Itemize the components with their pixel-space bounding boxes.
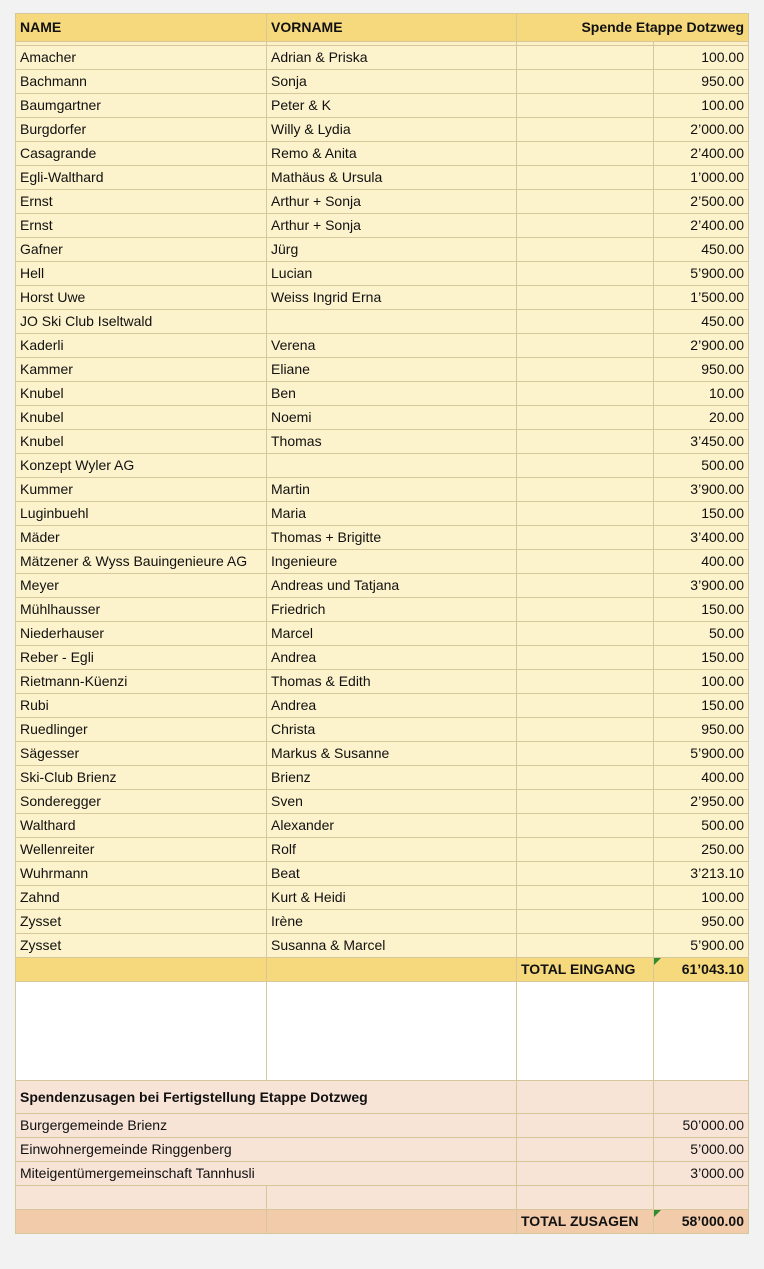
- empty-cell[interactable]: [517, 502, 654, 526]
- donation-amount-cell[interactable]: 2’000.00: [654, 118, 749, 142]
- donor-vorname-cell[interactable]: Andrea: [267, 646, 517, 670]
- donor-name-cell[interactable]: Horst Uwe: [16, 286, 267, 310]
- empty-cell[interactable]: [654, 1186, 749, 1210]
- donor-name-cell[interactable]: Zahnd: [16, 886, 267, 910]
- donor-name-cell[interactable]: Ernst: [16, 190, 267, 214]
- donor-name-cell[interactable]: Ruedlinger: [16, 718, 267, 742]
- empty-cell[interactable]: [517, 46, 654, 70]
- empty-cell[interactable]: [517, 214, 654, 238]
- donation-amount-cell[interactable]: 2’900.00: [654, 334, 749, 358]
- empty-cell[interactable]: [517, 910, 654, 934]
- header-name[interactable]: NAME: [16, 14, 267, 42]
- donor-vorname-cell[interactable]: Arthur + Sonja: [267, 190, 517, 214]
- donation-row: [16, 238, 749, 262]
- donation-row: [16, 886, 749, 910]
- pledges-title-row: [16, 1081, 749, 1114]
- donor-name-cell[interactable]: Niederhauser: [16, 622, 267, 646]
- pledge-row: [16, 1114, 749, 1138]
- pledges-title[interactable]: Spendenzusagen bei Fertigstellung Etappe Dotzweg: [16, 1081, 517, 1114]
- donor-vorname-cell[interactable]: Rolf: [267, 838, 517, 862]
- empty-cell[interactable]: [517, 574, 654, 598]
- header-spende[interactable]: Spende Etappe Dotzweg: [517, 14, 749, 42]
- donor-vorname-cell[interactable]: Martin: [267, 478, 517, 502]
- donation-row: [16, 454, 749, 478]
- blank-row: [16, 982, 749, 1081]
- empty-cell[interactable]: [517, 430, 654, 454]
- donation-amount-cell[interactable]: 3’400.00: [654, 526, 749, 550]
- donor-name-cell[interactable]: Knubel: [16, 430, 267, 454]
- donor-vorname-cell[interactable]: Alexander: [267, 814, 517, 838]
- donor-vorname-cell[interactable]: Irène: [267, 910, 517, 934]
- header-vorname[interactable]: VORNAME: [267, 14, 517, 42]
- donor-vorname-cell[interactable]: Willy & Lydia: [267, 118, 517, 142]
- donor-vorname-cell[interactable]: Peter & K: [267, 94, 517, 118]
- donor-name-cell[interactable]: Ski-Club Brienz: [16, 766, 267, 790]
- donor-vorname-cell[interactable]: Marcel: [267, 622, 517, 646]
- donation-amount-cell[interactable]: 20.00: [654, 406, 749, 430]
- empty-cell[interactable]: [517, 1186, 654, 1210]
- pledge-amount-cell[interactable]: 5’000.00: [654, 1138, 749, 1162]
- empty-cell[interactable]: [517, 118, 654, 142]
- donation-amount-cell[interactable]: 100.00: [654, 886, 749, 910]
- donation-row: [16, 550, 749, 574]
- total-eingang-row: [16, 958, 749, 982]
- empty-cell[interactable]: [517, 862, 654, 886]
- donor-vorname-cell[interactable]: Sven: [267, 790, 517, 814]
- pledge-empty-row: [16, 1186, 749, 1210]
- donor-name-cell[interactable]: Meyer: [16, 574, 267, 598]
- comment-marker-icon: [654, 958, 661, 965]
- donor-name-cell[interactable]: Wuhrmann: [16, 862, 267, 886]
- donor-name-cell[interactable]: Kummer: [16, 478, 267, 502]
- empty-cell[interactable]: [517, 334, 654, 358]
- donor-vorname-cell[interactable]: Susanna & Marcel: [267, 934, 517, 958]
- donation-amount-cell[interactable]: 150.00: [654, 598, 749, 622]
- donation-amount-cell[interactable]: 100.00: [654, 670, 749, 694]
- donation-amount-cell[interactable]: 5’900.00: [654, 742, 749, 766]
- donation-row: [16, 742, 749, 766]
- donor-name-cell[interactable]: Knubel: [16, 382, 267, 406]
- empty-cell[interactable]: [517, 190, 654, 214]
- empty-cell[interactable]: [517, 526, 654, 550]
- donation-row: [16, 286, 749, 310]
- donation-row: [16, 334, 749, 358]
- donor-vorname-cell[interactable]: Friedrich: [267, 598, 517, 622]
- donation-row: [16, 718, 749, 742]
- pledge-amount-cell[interactable]: 50’000.00: [654, 1114, 749, 1138]
- donation-amount-cell[interactable]: 400.00: [654, 766, 749, 790]
- donation-amount-cell[interactable]: 3’900.00: [654, 574, 749, 598]
- donor-vorname-cell[interactable]: Ben: [267, 382, 517, 406]
- donation-amount-cell[interactable]: 1’000.00: [654, 166, 749, 190]
- donation-amount-cell[interactable]: 2’950.00: [654, 790, 749, 814]
- donor-name-cell[interactable]: Walthard: [16, 814, 267, 838]
- empty-cell[interactable]: [517, 814, 654, 838]
- empty-cell[interactable]: [517, 406, 654, 430]
- donor-name-cell[interactable]: Gafner: [16, 238, 267, 262]
- donor-vorname-cell[interactable]: Ingenieure: [267, 550, 517, 574]
- empty-cell[interactable]: [517, 982, 654, 1081]
- donor-name-cell[interactable]: Mühlhausser: [16, 598, 267, 622]
- donation-row: [16, 142, 749, 166]
- empty-cell[interactable]: [517, 478, 654, 502]
- donation-row: [16, 766, 749, 790]
- donation-row: [16, 646, 749, 670]
- donor-name-cell[interactable]: Hell: [16, 262, 267, 286]
- donor-vorname-cell[interactable]: Christa: [267, 718, 517, 742]
- empty-cell[interactable]: [517, 886, 654, 910]
- donor-name-cell[interactable]: Zysset: [16, 934, 267, 958]
- donation-row: [16, 430, 749, 454]
- pledge-amount-cell[interactable]: 3’000.00: [654, 1162, 749, 1186]
- donor-vorname-cell[interactable]: Lucian: [267, 262, 517, 286]
- donor-name-cell[interactable]: Mätzener & Wyss Bauingenieure AG: [16, 550, 267, 574]
- comment-marker-icon: [654, 1210, 661, 1217]
- donation-row: [16, 934, 749, 958]
- pledge-row: [16, 1162, 749, 1186]
- donation-row: [16, 790, 749, 814]
- empty-cell[interactable]: [517, 286, 654, 310]
- donor-name-cell[interactable]: Casagrande: [16, 142, 267, 166]
- empty-cell[interactable]: [517, 790, 654, 814]
- donor-vorname-cell[interactable]: Andrea: [267, 694, 517, 718]
- empty-cell[interactable]: [517, 454, 654, 478]
- donor-name-cell[interactable]: Wellenreiter: [16, 838, 267, 862]
- empty-cell[interactable]: [517, 718, 654, 742]
- donor-vorname-cell[interactable]: Eliane: [267, 358, 517, 382]
- donation-row: [16, 166, 749, 190]
- pledge-name-cell[interactable]: Miteigentümergemeinschaft Tannhusli: [16, 1162, 517, 1186]
- donor-name-cell[interactable]: Burgdorfer: [16, 118, 267, 142]
- donation-amount-cell[interactable]: 950.00: [654, 910, 749, 934]
- empty-cell[interactable]: [517, 622, 654, 646]
- donation-row: [16, 262, 749, 286]
- donation-row: [16, 694, 749, 718]
- donation-amount-cell[interactable]: 150.00: [654, 694, 749, 718]
- donation-amount-cell[interactable]: 100.00: [654, 94, 749, 118]
- donor-vorname-cell[interactable]: Kurt & Heidi: [267, 886, 517, 910]
- donation-row: [16, 214, 749, 238]
- donation-row: [16, 190, 749, 214]
- empty-cell[interactable]: [517, 142, 654, 166]
- donor-vorname-cell[interactable]: Thomas: [267, 430, 517, 454]
- donation-row: [16, 910, 749, 934]
- donor-vorname-cell[interactable]: Brienz: [267, 766, 517, 790]
- donation-amount-cell[interactable]: 100.00: [654, 46, 749, 70]
- donor-name-cell[interactable]: Rubi: [16, 694, 267, 718]
- empty-cell[interactable]: [517, 766, 654, 790]
- total-eingang-label[interactable]: TOTAL EINGANG: [517, 958, 654, 982]
- empty-cell[interactable]: [16, 1210, 267, 1234]
- donation-amount-cell[interactable]: 5’900.00: [654, 934, 749, 958]
- donor-vorname-cell[interactable]: Weiss Ingrid Erna: [267, 286, 517, 310]
- empty-cell[interactable]: [517, 238, 654, 262]
- empty-cell[interactable]: [517, 670, 654, 694]
- empty-cell[interactable]: [267, 1186, 517, 1210]
- donation-row: [16, 406, 749, 430]
- empty-cell[interactable]: [517, 70, 654, 94]
- donor-name-cell[interactable]: Konzept Wyler AG: [16, 454, 267, 478]
- donation-amount-cell[interactable]: 1’500.00: [654, 286, 749, 310]
- donation-amount-cell[interactable]: 50.00: [654, 622, 749, 646]
- donor-name-cell[interactable]: Zysset: [16, 910, 267, 934]
- donor-vorname-cell[interactable]: Sonja: [267, 70, 517, 94]
- donor-vorname-cell[interactable]: Verena: [267, 334, 517, 358]
- pledge-name-cell[interactable]: Einwohnergemeinde Ringgenberg: [16, 1138, 517, 1162]
- donation-amount-cell[interactable]: 450.00: [654, 310, 749, 334]
- donor-name-cell[interactable]: Knubel: [16, 406, 267, 430]
- empty-cell[interactable]: [517, 1162, 654, 1186]
- empty-cell[interactable]: [267, 958, 517, 982]
- donor-name-cell[interactable]: Kaderli: [16, 334, 267, 358]
- donor-vorname-cell[interactable]: Jürg: [267, 238, 517, 262]
- donor-vorname-cell[interactable]: [267, 310, 517, 334]
- donor-vorname-cell[interactable]: Beat: [267, 862, 517, 886]
- donation-amount-cell[interactable]: 400.00: [654, 550, 749, 574]
- donation-row: [16, 382, 749, 406]
- donor-vorname-cell[interactable]: Adrian & Priska: [267, 46, 517, 70]
- empty-cell[interactable]: [517, 382, 654, 406]
- donor-vorname-cell[interactable]: Mathäus & Ursula: [267, 166, 517, 190]
- donation-amount-cell[interactable]: 10.00: [654, 382, 749, 406]
- empty-cell[interactable]: [16, 982, 267, 1081]
- donation-amount-cell[interactable]: 450.00: [654, 238, 749, 262]
- donor-name-cell[interactable]: Sonderegger: [16, 790, 267, 814]
- donation-sheet: [15, 13, 749, 1234]
- empty-cell[interactable]: [16, 958, 267, 982]
- donor-name-cell[interactable]: Luginbuehl: [16, 502, 267, 526]
- empty-cell[interactable]: [267, 1210, 517, 1234]
- donation-row: [16, 814, 749, 838]
- donation-row: [16, 598, 749, 622]
- empty-cell[interactable]: [517, 550, 654, 574]
- empty-cell[interactable]: [517, 94, 654, 118]
- empty-cell[interactable]: [517, 646, 654, 670]
- donation-row: [16, 478, 749, 502]
- donor-vorname-cell[interactable]: Andreas und Tatjana: [267, 574, 517, 598]
- donation-amount-cell[interactable]: 3’900.00: [654, 478, 749, 502]
- empty-cell[interactable]: [517, 1114, 654, 1138]
- donation-amount-cell[interactable]: 3’213.10: [654, 862, 749, 886]
- total-zusagen-label[interactable]: TOTAL ZUSAGEN: [517, 1210, 654, 1234]
- empty-cell[interactable]: [517, 742, 654, 766]
- donation-amount-cell[interactable]: 2’400.00: [654, 142, 749, 166]
- donation-row: [16, 70, 749, 94]
- donor-name-cell[interactable]: Baumgartner: [16, 94, 267, 118]
- empty-cell[interactable]: [517, 310, 654, 334]
- empty-cell[interactable]: [517, 694, 654, 718]
- donor-vorname-cell[interactable]: Thomas + Brigitte: [267, 526, 517, 550]
- donor-vorname-cell[interactable]: Maria: [267, 502, 517, 526]
- empty-cell[interactable]: [517, 1081, 654, 1114]
- donation-row: [16, 358, 749, 382]
- donation-amount-cell[interactable]: 2’500.00: [654, 190, 749, 214]
- donor-name-cell[interactable]: Egli-Walthard: [16, 166, 267, 190]
- donation-row: [16, 862, 749, 886]
- donation-row: [16, 622, 749, 646]
- empty-cell[interactable]: [654, 982, 749, 1081]
- donor-vorname-cell[interactable]: Thomas & Edith: [267, 670, 517, 694]
- donation-amount-cell[interactable]: 5’900.00: [654, 262, 749, 286]
- empty-cell[interactable]: [517, 166, 654, 190]
- donor-vorname-cell[interactable]: Noemi: [267, 406, 517, 430]
- donor-vorname-cell[interactable]: Remo & Anita: [267, 142, 517, 166]
- header-row: [16, 14, 749, 42]
- donor-name-cell[interactable]: Bachmann: [16, 70, 267, 94]
- donation-amount-cell[interactable]: 950.00: [654, 718, 749, 742]
- donor-vorname-cell[interactable]: [267, 454, 517, 478]
- empty-cell[interactable]: [517, 934, 654, 958]
- donor-vorname-cell[interactable]: Arthur + Sonja: [267, 214, 517, 238]
- donation-amount-cell[interactable]: 250.00: [654, 838, 749, 862]
- donor-vorname-cell[interactable]: Markus & Susanne: [267, 742, 517, 766]
- total-eingang-value[interactable]: 61’043.10: [654, 958, 749, 982]
- empty-cell[interactable]: [654, 1081, 749, 1114]
- donation-amount-cell[interactable]: 150.00: [654, 502, 749, 526]
- donation-row: [16, 526, 749, 550]
- donation-amount-cell[interactable]: 150.00: [654, 646, 749, 670]
- pledge-row: [16, 1138, 749, 1162]
- donation-row: [16, 574, 749, 598]
- empty-cell[interactable]: [267, 982, 517, 1081]
- donor-name-cell[interactable]: Kammer: [16, 358, 267, 382]
- total-zusagen-value[interactable]: 58’000.00: [654, 1210, 749, 1234]
- donor-name-cell[interactable]: Ernst: [16, 214, 267, 238]
- donation-row: [16, 94, 749, 118]
- donation-row: [16, 310, 749, 334]
- donation-amount-cell[interactable]: 950.00: [654, 70, 749, 94]
- donor-name-cell[interactable]: Amacher: [16, 46, 267, 70]
- donation-amount-cell[interactable]: 2’400.00: [654, 214, 749, 238]
- donation-amount-cell[interactable]: 950.00: [654, 358, 749, 382]
- donation-row: [16, 838, 749, 862]
- donor-name-cell[interactable]: Rietmann-Küenzi: [16, 670, 267, 694]
- empty-cell[interactable]: [517, 1138, 654, 1162]
- donor-name-cell[interactable]: Sägesser: [16, 742, 267, 766]
- pledge-name-cell[interactable]: Burgergemeinde Brienz: [16, 1114, 517, 1138]
- donation-row: [16, 502, 749, 526]
- donor-name-cell[interactable]: JO Ski Club Iseltwald: [16, 310, 267, 334]
- donation-amount-cell[interactable]: 3’450.00: [654, 430, 749, 454]
- empty-cell[interactable]: [517, 262, 654, 286]
- empty-cell[interactable]: [517, 358, 654, 382]
- donation-row: [16, 118, 749, 142]
- donation-amount-cell[interactable]: 500.00: [654, 814, 749, 838]
- donor-name-cell[interactable]: Reber - Egli: [16, 646, 267, 670]
- empty-cell[interactable]: [517, 838, 654, 862]
- empty-cell[interactable]: [16, 1186, 267, 1210]
- empty-cell[interactable]: [517, 598, 654, 622]
- donation-row: [16, 670, 749, 694]
- donor-name-cell[interactable]: Mäder: [16, 526, 267, 550]
- donation-amount-cell[interactable]: 500.00: [654, 454, 749, 478]
- donation-row: [16, 46, 749, 70]
- total-zusagen-row: [16, 1210, 749, 1234]
